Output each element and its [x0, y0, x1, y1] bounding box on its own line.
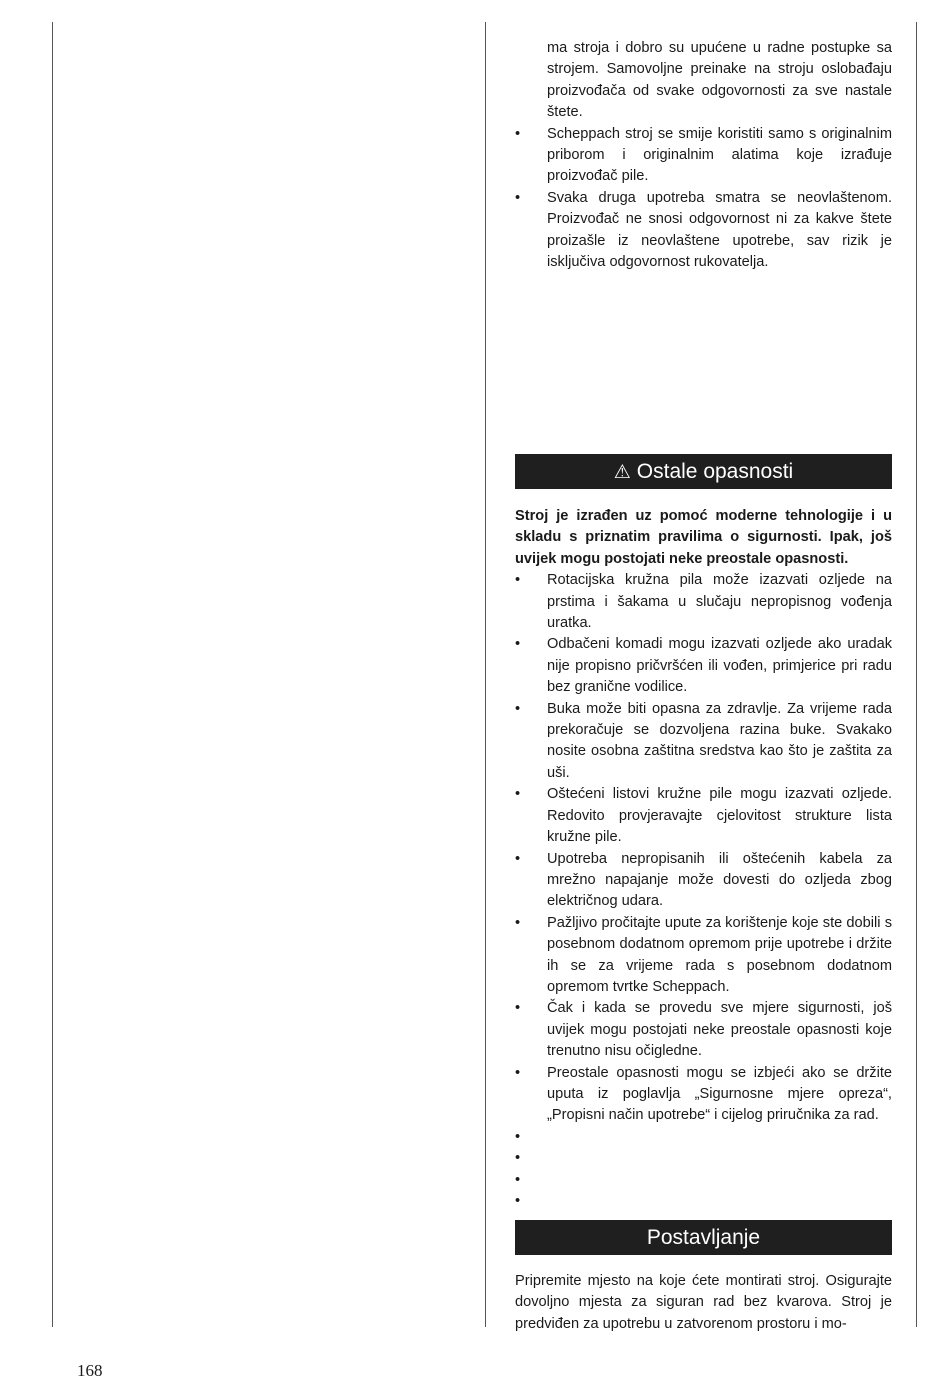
list-item-text: Oštećeni listovi kružne pile mogu izazvati ozljede. Redovito provjeravajte cjelovitost strukture lista kružne pile.	[547, 786, 892, 846]
list-item-text: Scheppach stroj se smije koristiti samo s originalnim priborom i originalnim alatima koje izrađuje proizvođač pile.	[547, 125, 892, 185]
bullet: •	[515, 636, 521, 653]
right-margin-line	[916, 22, 917, 1327]
setup-section	[515, 1271, 892, 1335]
setup-text: Pripremite mjesto na koje ćete montirati stroj. Osigurajte dovoljno mjesta za siguran rad bez kvarova. Stroj je predviđen za upotrebu u zatvorenom prostoru i mo-	[515, 1273, 892, 1332]
list-item	[515, 634, 892, 698]
bullet: •	[515, 786, 521, 803]
empty-list-item	[515, 1148, 892, 1169]
list-item-text: Pažljivo pročitajte upute za korištenje koje ste dobili s posebnom dodatnom opremom prije upotrebe i držite ih se za vrijeme rada s posebnom dodatnom opremom tvrtke Scheppach.	[547, 914, 892, 995]
empty-list-item	[515, 1127, 892, 1148]
list-item	[515, 998, 892, 1062]
bullet: •	[515, 1000, 521, 1017]
list-item	[515, 699, 892, 785]
bullet: •	[515, 189, 521, 206]
bullet: •	[515, 914, 521, 931]
list-item	[515, 188, 892, 274]
list-item	[515, 784, 892, 848]
left-margin-line	[52, 22, 53, 1327]
bullet: •	[515, 125, 521, 142]
empty-list-item	[515, 1170, 892, 1191]
bullet: •	[515, 850, 521, 867]
list-item	[515, 913, 892, 999]
page-number: 168	[77, 1361, 103, 1380]
list-item	[515, 1063, 892, 1127]
continuation-text: ma stroja i dobro su upućene u radne postupke sa strojem. Samovoljne preinake na stroju oslobađaju proizvođača od svake odgovornosti za sve nastale štete.	[547, 40, 892, 121]
bullet: •	[515, 1150, 521, 1167]
residual-risks-heading-text: Ostale opasnosti	[636, 460, 794, 483]
bullet: •	[515, 572, 521, 589]
residual-risks-section	[515, 506, 892, 1212]
empty-list-item	[515, 1191, 892, 1212]
list-item-text: Rotacijska kružna pila može izazvati ozljede na prstima i šakama u slučaju nepropisnog vođenja uratka.	[547, 572, 892, 632]
residual-risks-heading	[515, 454, 892, 489]
list-item-text: Svaka druga upotreba smatra se neovlaštenom. Proizvođač ne snosi odgovornost ni za kakve štete proizašle iz neovlaštene upotrebe, sav rizik je isključiva odgovornost rukovatelja.	[547, 189, 892, 271]
list-item-text: Buka može biti opasna za zdravlje. Za vrijeme rada prekoračuje se dozvoljena razina buke. Svakako nosite osobna zaštitna sredstva kao što je zaštita za uši.	[547, 700, 892, 781]
list-item-text: Čak i kada se provedu sve mjere sigurnosti, još uvijek mogu postojati neke preostale opasnosti koje trenutno nisu očigledne.	[547, 1000, 892, 1060]
warning-triangle-icon: ⚠	[613, 462, 631, 483]
list-item-text: Upotreba nepropisanih ili oštećenih kabela za mrežno napajanje može dovesti do ozljeda zbog električnog udara.	[547, 850, 892, 910]
list-item	[515, 849, 892, 913]
bullet: •	[515, 1064, 521, 1081]
residual-risks-intro: Stroj je izrađen uz pomoć moderne tehnologije i u skladu s priznatim pravilima o sigurnosti. Ipak, još uvijek mogu postojati neke preostale opasnosti.	[515, 508, 892, 567]
setup-heading	[515, 1220, 892, 1255]
list-item-text: Odbačeni komadi mogu izazvati ozljede ako uradak nije propisno pričvršćen ili vođen, primjerice pri radu bez granične vodilice.	[547, 636, 892, 696]
list-item	[515, 124, 892, 188]
column-divider-line	[485, 22, 486, 1327]
setup-heading-text: Postavljanje	[646, 1226, 761, 1249]
top-section	[515, 38, 892, 273]
list-item	[515, 570, 892, 634]
bullet: •	[515, 700, 521, 717]
list-item-text: Preostale opasnosti mogu se izbjeći ako se držite uputa iz poglavlja „Sigurnosne mjere opreza“, „Propisni način upotrebe“ i cijelog priručnika za rad.	[547, 1064, 892, 1124]
bullet: •	[515, 1171, 521, 1188]
bullet: •	[515, 1193, 521, 1209]
bullet: •	[515, 1128, 521, 1145]
